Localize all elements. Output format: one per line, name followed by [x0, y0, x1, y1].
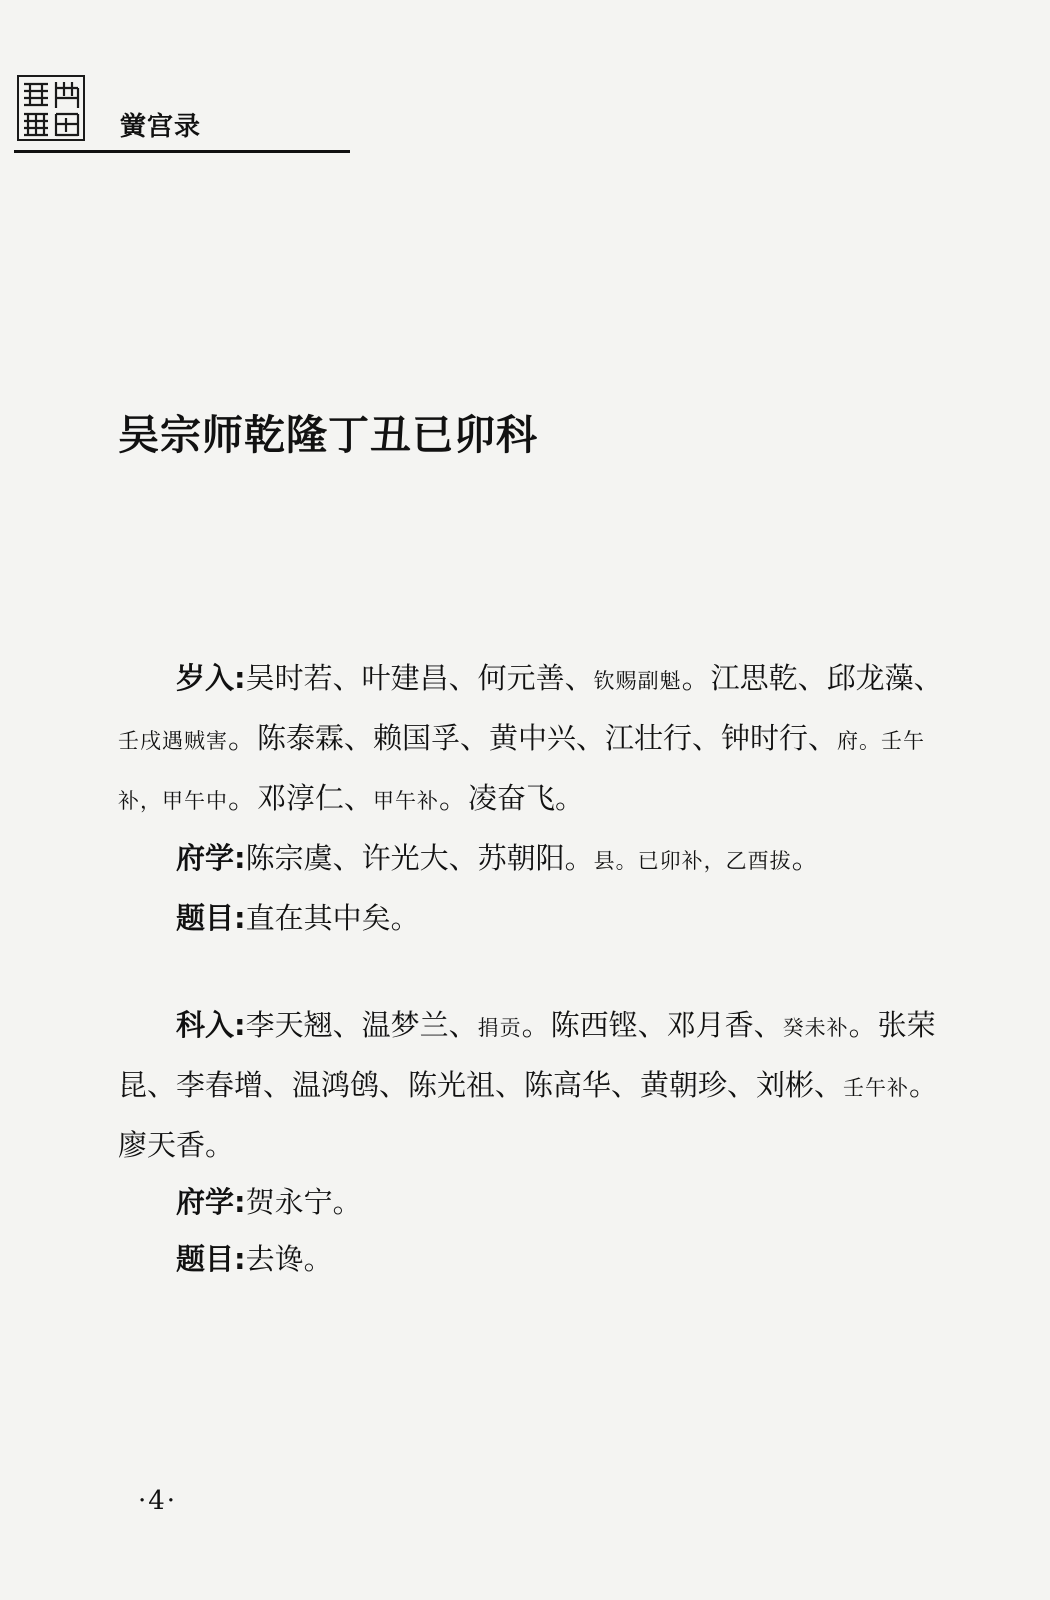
timu-text: 去谗。	[245, 1242, 333, 1276]
body-text	[118, 650, 948, 1288]
text-run: 。陈泰霖、赖国孚、黄中兴、江壮行、钟时行、	[228, 721, 838, 755]
text-run: 。邓淳仁、	[228, 781, 374, 815]
label-fuxue: 府学	[176, 1185, 235, 1219]
label-separator: :	[234, 901, 246, 935]
chapter-title: 吴宗师乾隆丁丑已卯科	[118, 411, 538, 459]
fuxue-text	[246, 1185, 362, 1219]
annotation-note: 壬戌遇贼害	[118, 729, 228, 753]
entry-paragraph	[118, 997, 948, 1174]
label-fuxue: 府学	[176, 841, 235, 875]
timu-paragraph	[118, 890, 948, 947]
label-timu: 题目	[176, 901, 235, 935]
fuxue-text	[246, 841, 821, 875]
annotation-note: 捐贡	[477, 1016, 522, 1040]
timu-paragraph	[118, 1231, 948, 1288]
fuxue-paragraph	[118, 1174, 948, 1231]
annotation-note: 癸未补	[782, 1016, 849, 1040]
running-title: 黉宫录	[120, 112, 202, 142]
text-run: 陈宗虞、许光大、苏朝阳。	[245, 841, 594, 875]
label-separator: :	[234, 661, 246, 695]
label-separator: :	[234, 1008, 246, 1042]
annotation-note: 县。已卯补，乙酉拔	[593, 849, 792, 873]
text-run: 。张荣昆、李春增、温鸿鸧、陈光祖、陈高华、黄朝珍、刘彬、	[118, 1008, 936, 1102]
seal-logo	[16, 74, 86, 142]
label-keru: 科入	[176, 1008, 235, 1042]
fuxue-paragraph	[118, 830, 948, 890]
label-timu: 题目	[176, 1242, 235, 1276]
annotation-note: 壬午补	[843, 1076, 910, 1100]
label-separator: :	[234, 841, 246, 875]
text-run: 贺永宁。	[245, 1185, 362, 1219]
entry-paragraph	[118, 650, 948, 830]
text-run: 吴时若、叶建昌、何元善、	[245, 661, 594, 695]
text-run: 。江思乾、邱龙藻、	[681, 661, 943, 695]
label-separator: :	[234, 1242, 246, 1276]
label-suiru: 岁入	[176, 661, 235, 695]
annotation-note: 甲午补	[373, 789, 440, 813]
label-separator: :	[234, 1185, 246, 1219]
text-run: 。陈西铿、邓月香、	[521, 1008, 783, 1042]
text-run: 。凌奋飞。	[439, 781, 585, 815]
text-run: 李天翘、温梦兰、	[245, 1008, 478, 1042]
header-rule	[14, 150, 350, 153]
annotation-note: 钦赐副魁	[593, 669, 682, 693]
timu-text: 直在其中矣。	[245, 901, 420, 935]
text-run: 。廖天香。	[118, 1068, 939, 1162]
text-run: 。	[791, 841, 821, 875]
annotation-note: 府。壬午补，甲午中	[118, 729, 926, 813]
page-number: ·4·	[138, 1486, 178, 1516]
